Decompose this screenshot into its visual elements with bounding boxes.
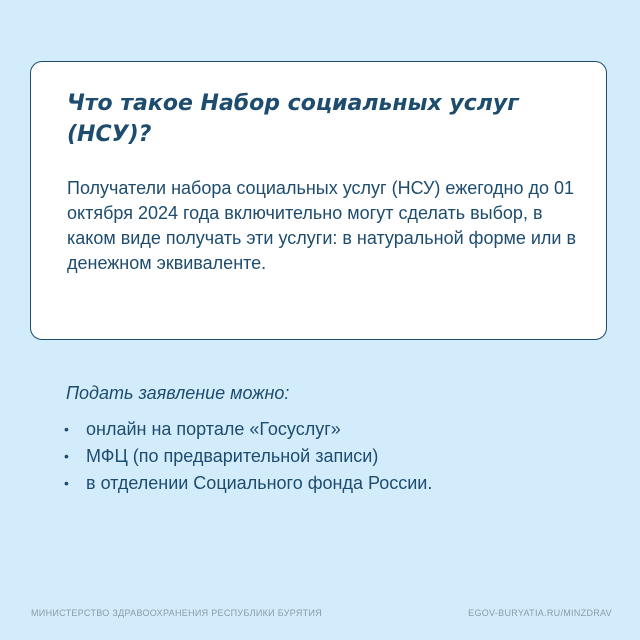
list-item-text: МФЦ (по предварительной записи) <box>86 446 379 466</box>
bullet-icon: • <box>64 448 69 464</box>
apply-options-list <box>62 416 432 497</box>
list-item-text: в отделении Социального фонда России. <box>86 473 433 493</box>
card-text: Получатели набора социальных услуг (НСУ) ежегодно до 01 октября 2024 года включительно могут сделать выбор, в каком виде получать эти услуги: в натуральной форме или в денежном эквиваленте. <box>67 178 577 273</box>
list-item <box>62 470 432 497</box>
list-item <box>62 416 432 443</box>
bullet-icon: • <box>64 475 69 491</box>
list-item-text: онлайн на портале «Госуслуг» <box>86 419 341 439</box>
info-card <box>30 61 607 340</box>
footer-ministry: МИНИСТЕРСТВО ЗДРАВООХРАНЕНИЯ РЕСПУБЛИКИ БУРЯТИЯ <box>31 608 323 618</box>
card-title: Что такое Набор социальных услуг (НСУ)? <box>67 91 519 147</box>
footer-website-link[interactable]: EGOV-BURYATIA.RU/MINZDRAV <box>468 608 612 618</box>
apply-subtitle: Подать заявление можно: <box>66 383 290 403</box>
bullet-icon: • <box>64 421 69 437</box>
list-item <box>62 443 432 470</box>
